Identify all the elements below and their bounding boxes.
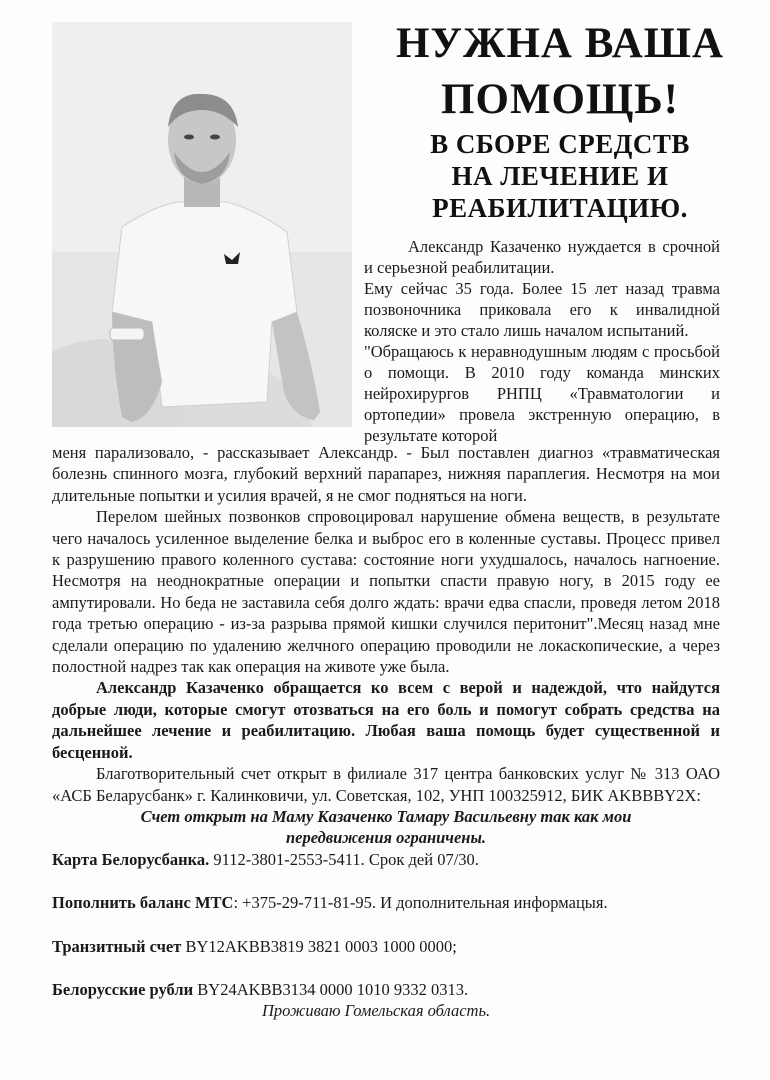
portrait-photo: [52, 22, 352, 427]
mts-label: Пополнить баланс МТС: [52, 893, 234, 913]
byn-account-line: [52, 979, 720, 1000]
headline-line-2: ПОМОЩЬ!: [441, 76, 679, 123]
subheadline-line-1: В СБОРЕ СРЕДСТВ: [430, 129, 690, 159]
age-paragraph: Ему сейчас 35 года. Более 15 лет назад травма позвоночника приковала его к инвалидной коляске и это стало лишь началом испытаний.: [364, 279, 720, 340]
byn-value: BY24AKBB3134 0000 1010 9332 0313.: [193, 979, 469, 999]
subheadline-line-2: НА ЛЕЧЕНИЕ И: [451, 161, 669, 191]
transit-label: Транзитный счет: [52, 936, 182, 956]
card-value: 9112-3801-2553-5411. Срок дей 07/30.: [209, 849, 479, 869]
mts-line: [52, 892, 720, 913]
card-line: [52, 849, 720, 870]
account-holder-note: Счет открыт на Маму Казаченко Тамару Васильевну так как мои передвижения ограничены.: [140, 806, 632, 848]
person-photo-illustration: [52, 22, 352, 427]
mts-value: : +375-29-711-81-95. И дополнительная информацыя.: [233, 893, 608, 913]
quote-start-paragraph: "Обращаюсь к неравнодушным людям с просьбой о помощи. В 2010 году команда минских нейрохирургов РНПЦ «Травматологии и ортопедии» провела экстренную операцию, в результате которой: [364, 342, 720, 445]
quote-continuation: меня парализовало, - рассказывает Александр. - Был поставлен диагноз «травматическая болезнь спинного мозга, глубокий верхний парапарез, нижняя параплегия. Несмотря на мои длительные попытки и усилия врачей, я не смог подняться на ноги.: [52, 443, 720, 505]
headline-block: [360, 16, 760, 224]
intro-paragraph: Александр Казаченко нуждается в срочной и серьезной реабилитации.: [364, 237, 720, 277]
transit-account-line: [52, 936, 720, 957]
bank-info-paragraph: Благотворительный счет открыт в филиале 317 центра банковских услуг № 313 ОАО «АСБ Беларусбанк» г. Калинковичи, ул. Советская, 102, УНП 100325912, БИК AKBBBY2X:: [52, 764, 720, 805]
byn-label: Белорусские рубли: [52, 979, 194, 999]
medical-history-paragraph: Перелом шейных позвонков спровоцировал нарушение обмена веществ, в результате чего началось усиленное выделение белка и выброс его в коленные суставы. Процесс привел к разрушению правого коленного сустава: состояние ноги ухудшалось, началось нагноение. Несмотря на неоднократные операции и попытки спасти правую ногу, в 2015 году ее ампутировали. Но беда не заставила себя долго ждать: врачи едва спасли, проведя летом 2018 года третью операцию - из-за разрыва прямой кишки случился перитонит".Месяц назад мне сделали операцию по удалению желчного операцию проводили не локаскопические, а через полостной надрез так как операция на животе уже была.: [52, 507, 720, 677]
appeal-paragraph: Александр Казаченко обращается ко всем с верой и надеждой, что найдутся добрые люди, которые смогут отозваться на его боль и помогут собрать средства на дальнейшее лечение и реабилитацию. Любая ваша помощь будет существенной и бесценной.: [52, 678, 720, 762]
body-text: [52, 442, 720, 1022]
transit-value: BY12AKBB3819 3821 0003 1000 0000;: [181, 936, 457, 956]
card-label: Карта Белорусбанка.: [52, 849, 210, 869]
subheadline-line-3: РЕАБИЛИТАЦИЮ.: [432, 193, 688, 223]
side-text: [364, 236, 720, 446]
headline-line-1: НУЖНА ВАША: [395, 20, 725, 67]
region-note: Проживаю Гомельская область.: [262, 1001, 491, 1021]
